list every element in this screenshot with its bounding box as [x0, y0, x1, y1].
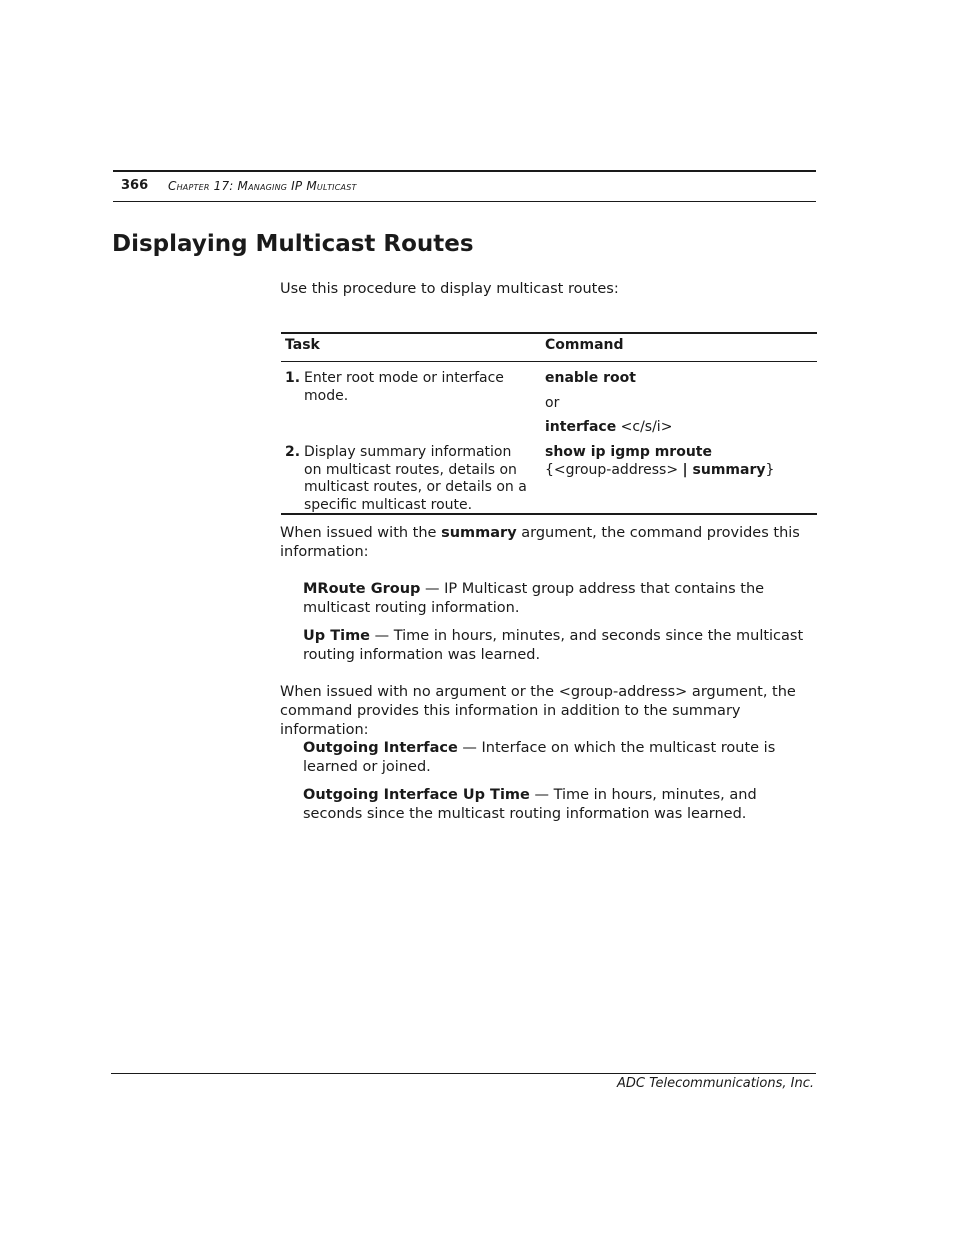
step-number: 1.: [285, 370, 301, 386]
table-header: [281, 334, 817, 362]
section-title: Displaying Multicast Routes: [112, 231, 474, 257]
column-header-task: Task: [285, 337, 320, 353]
step-text: Display summary information on multicast routes, details on multicast routes, or details on a specific multicast route.: [304, 444, 527, 513]
footer-rule: [111, 1073, 816, 1074]
intro-text: Use this procedure to display multicast routes:: [280, 281, 619, 297]
page-number: 366: [121, 178, 149, 193]
command-or: or: [545, 395, 560, 411]
definition-desc: — Time in hours, minutes, and seconds since the multicast routing information was learned.: [303, 628, 804, 663]
footer-text: ADC Telecommunications, Inc.: [617, 1076, 814, 1091]
command-text: show ip igmp mroute: [545, 444, 712, 460]
procedure-table: [281, 332, 817, 515]
table-row: [281, 437, 817, 513]
step-number: 2.: [285, 444, 301, 460]
step-text: Enter root mode or interface mode.: [304, 370, 504, 404]
summary-paragraph: [280, 524, 820, 562]
definition-term: Outgoing Interface: [303, 740, 458, 756]
command-argument: {<group-address>: [545, 462, 683, 478]
command-arguments: [545, 462, 817, 480]
paragraph-text: When issued with the: [280, 525, 442, 541]
definition-item: [303, 786, 815, 824]
command-argument-bold: | summary: [682, 462, 766, 478]
definition-item: [303, 627, 815, 665]
command-text: enable root: [545, 370, 636, 386]
running-head: Chapter 17: Managing IP Multicast: [168, 179, 357, 193]
command-keyword: interface: [545, 419, 617, 435]
definition-term: Up Time: [303, 628, 371, 644]
column-header-command: Command: [545, 337, 624, 353]
definition-desc: — IP Multicast group address that contains the multicast routing information.: [303, 581, 765, 616]
table-row: [281, 362, 817, 437]
definition-desc: — Time in hours, minutes, and seconds since the multicast routing information was learned.: [303, 787, 757, 822]
paragraph-keyword: summary: [441, 525, 517, 541]
detail-paragraph: When issued with no argument or the <group-address> argument, the command provides this information in addition to the summary information:: [280, 684, 796, 738]
definition-term: MRoute Group: [303, 581, 421, 597]
command-argument: }: [765, 462, 775, 478]
command-text: [545, 419, 817, 437]
definition-term: Outgoing Interface Up Time: [303, 787, 530, 803]
command-argument: <c/s/i>: [620, 419, 673, 435]
header-rule-top: [113, 170, 816, 172]
header-rule-bottom: [113, 201, 816, 202]
definition-item: [303, 580, 815, 618]
paragraph-text: argument, the command provides this information:: [280, 525, 800, 560]
definition-desc: — Interface on which the multicast route is learned or joined.: [303, 740, 776, 775]
definition-item: [303, 739, 815, 777]
